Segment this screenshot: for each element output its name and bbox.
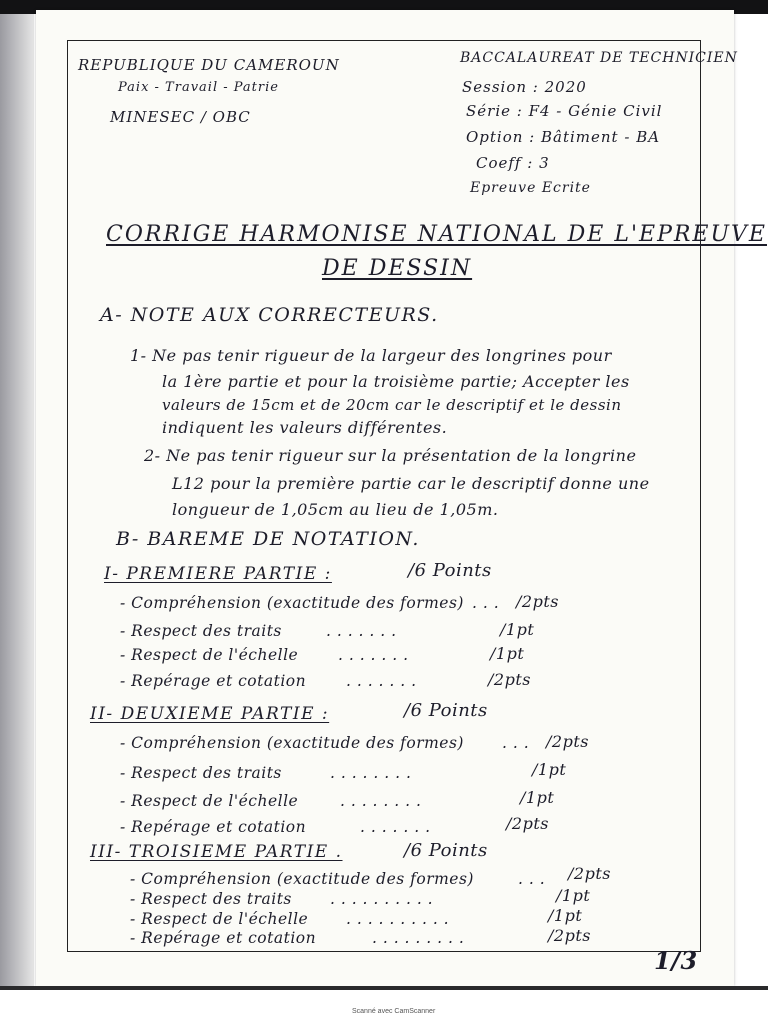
note1-line1: 1- Ne pas tenir rigueur de la largeur des longrines pour [130, 346, 612, 365]
part3-item-label: - Respect de l'échelle [130, 910, 309, 928]
part3-item-dots: . . . [518, 870, 546, 888]
part3-item-dots: . . . . . . . . . . [330, 890, 434, 908]
part2-item-label: - Compréhension (exactitude des formes) [120, 734, 464, 752]
part2-item-label: - Respect de l'échelle [120, 792, 299, 810]
part1-heading: I- PREMIERE PARTIE : [104, 564, 332, 584]
header-written-exam: Epreuve Ecrite [470, 180, 591, 196]
note2-line2: L12 pour la première partie car le descriptif donne une [172, 474, 650, 493]
scanner-watermark: Scanné avec CamScanner [352, 1008, 436, 1015]
note2-line1: 2- Ne pas tenir rigueur sur la présentation de la longrine [144, 446, 637, 465]
part1-item-label: - Repérage et cotation [120, 672, 307, 690]
part2-item-label: - Respect des traits [120, 764, 282, 782]
part1-item-points: /1pt [500, 620, 535, 639]
header-motto: Paix - Travail - Patrie [118, 80, 279, 95]
part1-item-label: - Respect de l'échelle [120, 646, 299, 664]
header-exam: BACCALAUREAT DE TECHNICIEN [460, 50, 738, 66]
part1-item-dots: . . . . . . . [326, 622, 397, 640]
part3-item-points: /1pt [548, 906, 583, 925]
part1-item-points: /2pts [488, 670, 531, 689]
document-title-line2: DE DESSIN [322, 256, 473, 281]
header-option: Option : Bâtiment - BA [466, 128, 661, 146]
scan-left-edge [0, 14, 34, 989]
part3-total: /6 Points [404, 840, 488, 861]
part2-item-dots: . . . . . . . [360, 818, 431, 836]
part3-heading: III- TROISIEME PARTIE . [90, 842, 343, 862]
part2-item-points: /2pts [506, 814, 549, 833]
note1-line2: la 1ère partie et pour la troisième partie; Accepter les [162, 372, 630, 391]
header-coeff: Coeff : 3 [476, 154, 550, 172]
part1-item-dots: . . . . . . . [346, 672, 417, 690]
part2-item-points: /1pt [532, 760, 567, 779]
part3-item-points: /2pts [548, 926, 591, 945]
header-session: Session : 2020 [462, 78, 587, 96]
part2-item-points: /2pts [546, 732, 589, 751]
part1-item-label: - Compréhension (exactitude des formes) [120, 594, 464, 612]
part2-item-dots: . . . [502, 734, 530, 752]
part2-item-label: - Repérage et cotation [120, 818, 307, 836]
part2-item-dots: . . . . . . . . [330, 764, 412, 782]
note1-line4: indiquent les valeurs différentes. [162, 418, 448, 437]
note2-line3: longueur de 1,05cm au lieu de 1,05m. [172, 500, 499, 519]
part3-item-dots: . . . . . . . . . . [346, 910, 450, 928]
note1-line3: valeurs de 15cm et de 20cm car le descriptif et le dessin [162, 396, 622, 414]
document-title-line1: CORRIGE HARMONISE NATIONAL DE L'EPREUVE [106, 222, 767, 247]
part2-heading: II- DEUXIEME PARTIE : [90, 704, 330, 724]
header-ministry: MINESEC / OBC [110, 108, 251, 126]
page-number: 1/3 [654, 946, 698, 975]
part3-item-label: - Repérage et cotation [130, 929, 317, 947]
part1-item-points: /1pt [490, 644, 525, 663]
part1-item-label: - Respect des traits [120, 622, 282, 640]
part1-item-points: /2pts [516, 592, 559, 611]
section-b-heading: B- BAREME DE NOTATION. [116, 528, 420, 550]
part3-item-label: - Compréhension (exactitude des formes) [130, 870, 474, 888]
part3-item-points: /2pts [568, 864, 611, 883]
part1-item-dots: . . . [472, 594, 500, 612]
part3-item-label: - Respect des traits [130, 890, 292, 908]
part3-item-dots: . . . . . . . . . [372, 929, 465, 947]
part1-item-dots: . . . . . . . [338, 646, 409, 664]
page-frame [67, 40, 701, 952]
part1-total: /6 Points [408, 560, 492, 581]
part2-total: /6 Points [404, 700, 488, 721]
scan-bottom-border [0, 986, 768, 990]
part2-item-dots: . . . . . . . . [340, 792, 422, 810]
part2-item-points: /1pt [520, 788, 555, 807]
header-series: Série : F4 - Génie Civil [466, 102, 663, 120]
part3-item-points: /1pt [556, 886, 591, 905]
section-a-heading: A- NOTE AUX CORRECTEURS. [100, 304, 439, 326]
header-country: REPUBLIQUE DU CAMEROUN [78, 56, 340, 74]
